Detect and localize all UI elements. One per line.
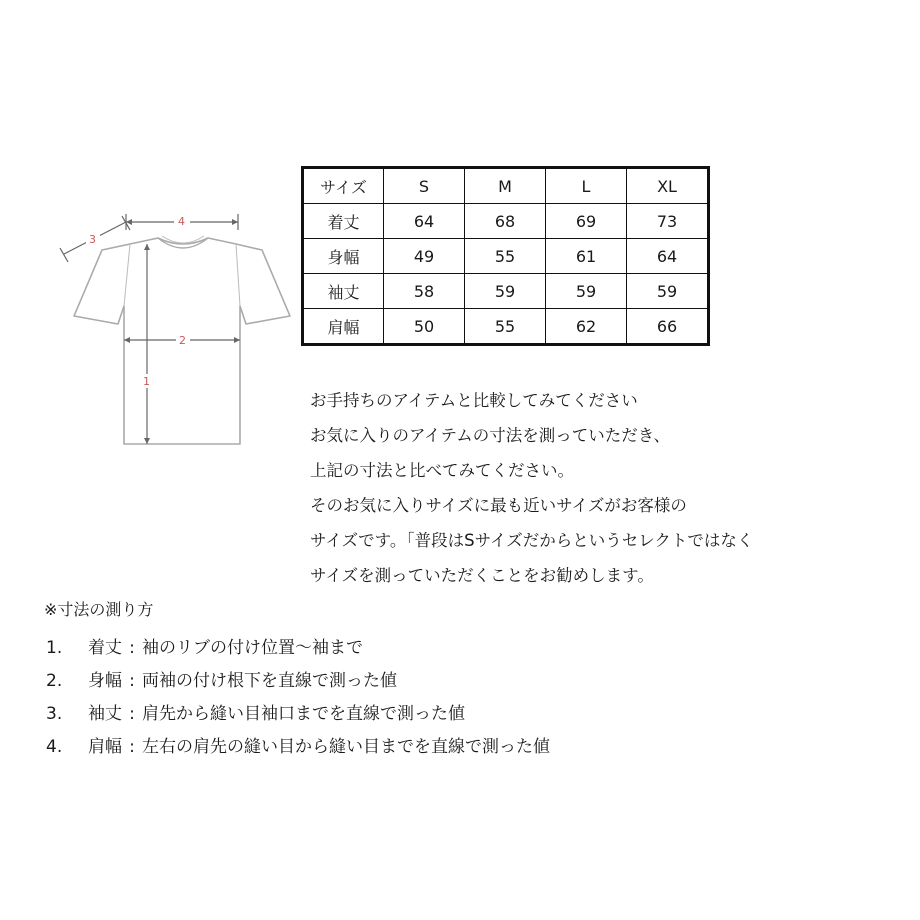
step-separator: : bbox=[129, 704, 135, 724]
size-advice-note bbox=[310, 383, 910, 593]
table-cell: 58 bbox=[384, 274, 465, 309]
shoulder-width-arrow bbox=[126, 214, 238, 230]
header-cell: XL bbox=[627, 168, 709, 204]
step-term: 袖丈 bbox=[88, 704, 122, 724]
step-description: 肩先から縫い目袖口までを直線で測った値 bbox=[142, 704, 465, 724]
table-cell: 64 bbox=[627, 239, 709, 274]
table-cell: 59 bbox=[546, 274, 627, 309]
step-separator: : bbox=[129, 638, 135, 658]
step-index: 1. bbox=[46, 638, 63, 658]
table-cell: 69 bbox=[546, 204, 627, 239]
step-term: 肩幅 bbox=[88, 737, 122, 757]
note-line: サイズを測っていただくことをお勧めします。 bbox=[310, 566, 654, 585]
header-cell: サイズ bbox=[303, 168, 384, 204]
row-label: 身幅 bbox=[303, 239, 384, 274]
list-item bbox=[46, 698, 550, 731]
row-label: 着丈 bbox=[303, 204, 384, 239]
body-width-arrow bbox=[124, 333, 240, 347]
header-cell: L bbox=[546, 168, 627, 204]
row-label: 肩幅 bbox=[303, 309, 384, 345]
label-3: 3 bbox=[89, 233, 96, 246]
table-row bbox=[303, 239, 709, 274]
table-cell: 59 bbox=[627, 274, 709, 309]
table-cell: 55 bbox=[465, 309, 546, 345]
note-line: お手持ちのアイテムと比較してみてください bbox=[310, 391, 638, 410]
table-row bbox=[303, 274, 709, 309]
table-cell: 61 bbox=[546, 239, 627, 274]
header-cell: M bbox=[465, 168, 546, 204]
table-cell: 66 bbox=[627, 309, 709, 345]
row-label: 袖丈 bbox=[303, 274, 384, 309]
table-cell: 64 bbox=[384, 204, 465, 239]
step-index: 3. bbox=[46, 704, 63, 724]
measure-steps bbox=[46, 632, 550, 764]
header-cell: S bbox=[384, 168, 465, 204]
table-cell: 50 bbox=[384, 309, 465, 345]
step-separator: : bbox=[129, 737, 135, 757]
table-cell: 49 bbox=[384, 239, 465, 274]
step-term: 身幅 bbox=[88, 671, 122, 691]
label-1: 1 bbox=[143, 375, 150, 388]
size-table bbox=[301, 166, 710, 346]
step-separator: : bbox=[129, 671, 135, 691]
table-cell: 73 bbox=[627, 204, 709, 239]
table-row bbox=[303, 309, 709, 345]
tshirt-outline-icon bbox=[50, 200, 300, 460]
table-cell: 68 bbox=[465, 204, 546, 239]
sleeve-length-arrow bbox=[60, 216, 130, 262]
step-term: 着丈 bbox=[88, 638, 122, 658]
note-line: そのお気に入りサイズに最も近いサイズがお客様の bbox=[310, 496, 687, 515]
table-row bbox=[303, 204, 709, 239]
step-description: 袖のリブの付け位置〜袖まで bbox=[142, 638, 363, 658]
table-cell: 59 bbox=[465, 274, 546, 309]
table-cell: 62 bbox=[546, 309, 627, 345]
note-line: サイズです。「普段はSサイズだからというセレクトではなく bbox=[310, 531, 754, 550]
tshirt-measurement-diagram bbox=[50, 200, 300, 460]
note-line: お気に入りのアイテムの寸法を測っていただき、 bbox=[310, 426, 671, 445]
table-header-row bbox=[303, 168, 709, 204]
label-2: 2 bbox=[179, 334, 186, 347]
table-cell: 55 bbox=[465, 239, 546, 274]
step-description: 左右の肩先の縫い目から縫い目までを直線で測った値 bbox=[142, 737, 550, 757]
list-item bbox=[46, 731, 550, 764]
step-index: 2. bbox=[46, 671, 63, 691]
note-line: 上記の寸法と比べてみてください。 bbox=[310, 461, 574, 480]
label-4: 4 bbox=[178, 215, 185, 228]
step-index: 4. bbox=[46, 737, 63, 757]
measure-heading: ※寸法の測り方 bbox=[44, 600, 154, 619]
list-item bbox=[46, 665, 550, 698]
list-item bbox=[46, 632, 550, 665]
body-length-arrow bbox=[140, 244, 154, 444]
step-description: 両袖の付け根下を直線で測った値 bbox=[142, 671, 397, 691]
